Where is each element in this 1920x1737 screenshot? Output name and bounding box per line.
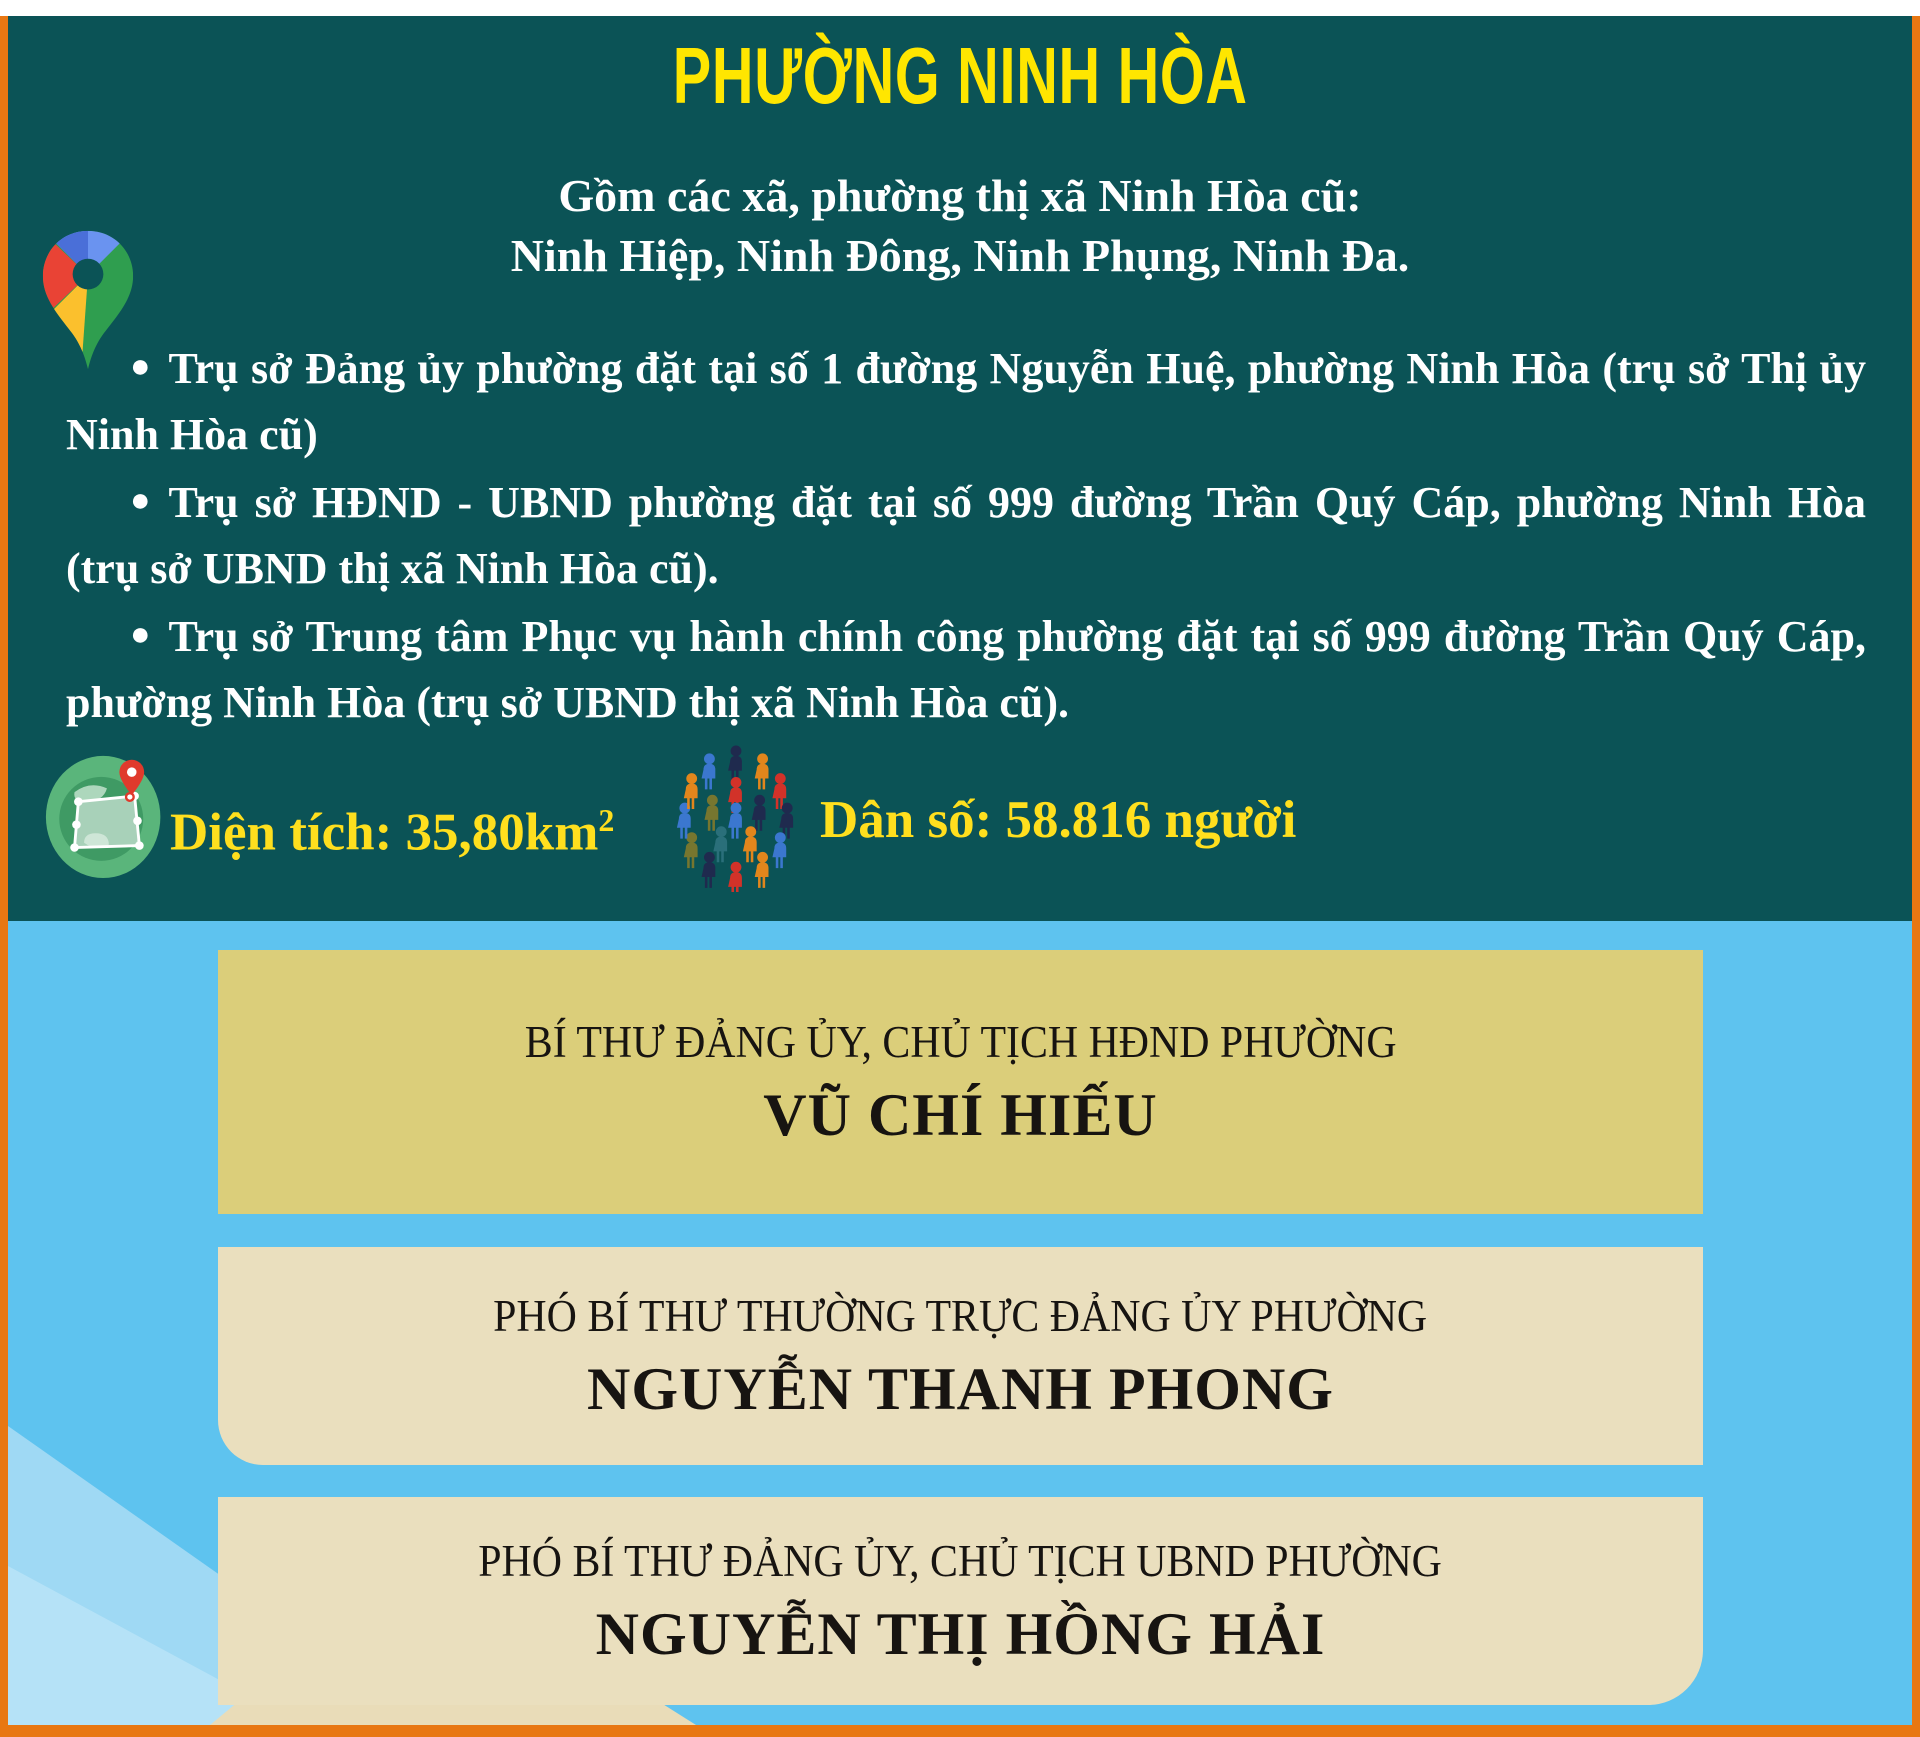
stats-row: [8, 716, 1912, 921]
official-name: VŨ CHÍ HIẾU: [763, 1082, 1158, 1148]
page-title: PHƯỜNG NINH HÒA: [672, 31, 1248, 120]
subtitle-line-1: Gồm các xã, phường thị xã Ninh Hòa cũ:: [558, 170, 1362, 221]
land-area-icon: [44, 752, 168, 886]
top-white-strip: [0, 0, 1920, 16]
subtitle-line-2: Ninh Hiệp, Ninh Đông, Ninh Phụng, Ninh Đa.: [510, 230, 1410, 281]
bullet-marker-icon: ●: [130, 616, 151, 653]
bullet-marker-icon: ●: [130, 348, 151, 385]
office-bullet: ● Trụ sở Đảng ủy phường đặt tại số 1 đường Nguyễn Huệ, phường Ninh Hòa (trụ sở Thị ủy Ninh Hòa cũ): [66, 334, 1866, 468]
official-name: NGUYỄN THỊ HỒNG HẢI: [595, 1601, 1326, 1667]
population-stat-label: Dân số: 58.816 người: [820, 791, 1297, 849]
population-icon: [672, 734, 800, 897]
officials-section: [8, 921, 1912, 1725]
office-bullet-list: [66, 334, 1866, 736]
bullet-marker-icon: ●: [130, 482, 151, 519]
official-card: [218, 1497, 1703, 1705]
area-superscript: 2: [598, 802, 615, 838]
office-bullet: ● Trụ sở HĐND - UBND phường đặt tại số 999 đường Trần Quý Cáp, phường Ninh Hòa (trụ sở UBND thị xã Ninh Hòa cũ).: [66, 468, 1866, 602]
official-card: [218, 950, 1703, 1214]
official-title: BÍ THƯ ĐẢNG ỦY, CHỦ TỊCH HĐND PHƯỜNG: [524, 1017, 1397, 1067]
official-title: PHÓ BÍ THƯ ĐẢNG ỦY, CHỦ TỊCH UBND PHƯỜNG: [478, 1536, 1443, 1586]
office-bullet: ● Trụ sở Trung tâm Phục vụ hành chính công phường đặt tại số 999 đường Trần Quý Cáp, phường Ninh Hòa (trụ sở UBND thị xã Ninh Hòa cũ).: [66, 602, 1866, 736]
header-section: [8, 16, 1912, 921]
subtitle: [8, 166, 1912, 286]
orange-frame: [0, 16, 1920, 1737]
official-title: PHÓ BÍ THƯ THƯỜNG TRỰC ĐẢNG ỦY PHƯỜNG: [493, 1291, 1428, 1341]
official-card: [218, 1247, 1703, 1465]
area-stat-label: Diện tích: $35,80km^2$: [170, 802, 615, 862]
official-name: NGUYỄN THANH PHONG: [587, 1356, 1334, 1422]
